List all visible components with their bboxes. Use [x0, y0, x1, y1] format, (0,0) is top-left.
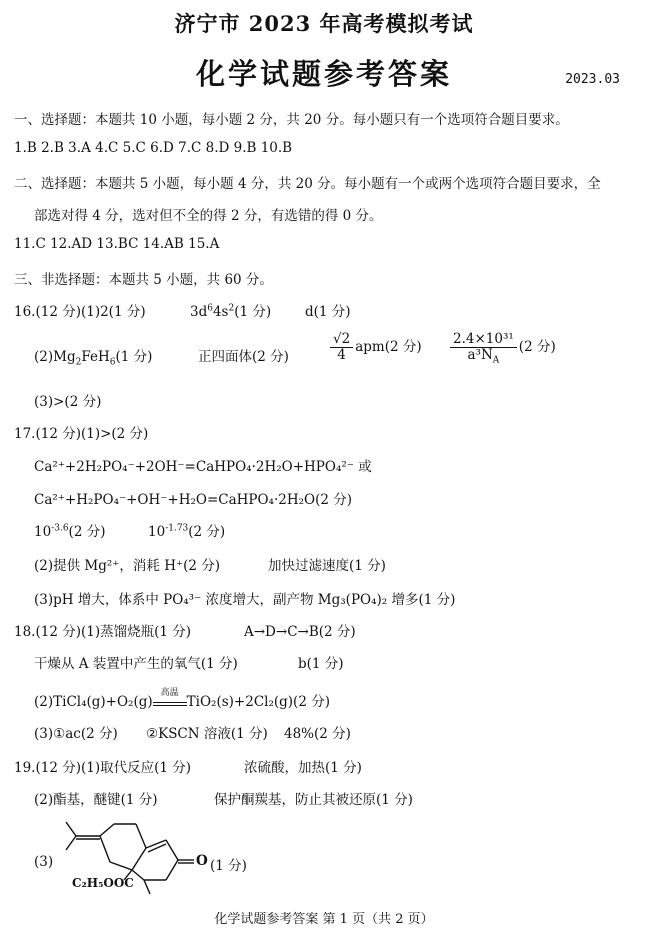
q17-part1: 17.(12 分)(1)>(2 分)	[14, 426, 149, 442]
q18-order: A→D→C→B(2 分)	[244, 624, 356, 640]
q17-equation2: Ca²⁺+H₂PO₄⁻+OH⁻+H₂O=CaHPO₄·2H₂O(2 分)	[34, 492, 353, 508]
section2-heading-line1: 二、选择题：本题共 5 小题，每小题 4 分，共 20 分。每小题有一个或两个选项符合题目要求，全	[14, 176, 601, 192]
q17-part3: (3)pH 增大，体系中 PO₄³⁻ 浓度增大，副产物 Mg₃(PO₄)₂ 增多(1 分)	[34, 592, 456, 608]
section2-heading-line2: 部选对得 4 分，选对但不全的得 2 分，有选错的得 0 分。	[34, 208, 383, 224]
q18-equation: (2)TiCl₄(g)+O₂(g) 高温 TiO₂(s)+2Cl₂(g)(2 分)	[34, 688, 330, 710]
q16-block: d(1 分)	[305, 304, 351, 320]
q17-ksp1: $10^{-3.6}(2$ 分)	[34, 523, 106, 540]
section1-answers: 1.B 2.B 3.A 4.C 5.C 6.D 7.C 8.D 9.B 10.B	[14, 140, 293, 156]
q19-conditions: 浓硫酸，加热(1 分)	[244, 760, 362, 776]
q19-part2: (2)酯基，醚键(1 分)	[34, 792, 158, 808]
q17-ksp2: $10^{-1.73}(2$ 分)	[148, 523, 226, 540]
q18-part3-a: (3)①ac(2 分)	[34, 726, 118, 742]
answer-key-title: 化学试题参考答案	[195, 57, 452, 91]
q18-part1: 18.(12 分)(1)蒸馏烧瓶(1 分)	[14, 624, 192, 640]
page-footer: 化学试题参考答案 第 1 页（共 2 页）	[214, 912, 434, 927]
section3-heading: 三、非选择题：本题共 5 小题，共 60 分。	[14, 272, 273, 288]
q18-drying: 干燥从 A 装置中产生的氧气(1 分)	[34, 656, 238, 672]
reaction-condition: 高温	[153, 696, 187, 706]
q16-geometry: 正四面体(2 分)	[198, 349, 289, 365]
q19-part1: 19.(12 分)(1)取代反应(1 分)	[14, 760, 192, 776]
exam-title: 济宁市 2023 年高考模拟考试	[174, 11, 474, 36]
q17-part2: (2)提供 Mg²⁺，消耗 H⁺(2 分)	[34, 558, 221, 574]
q18-part3-c: 48%(2 分)	[284, 726, 351, 742]
q16-part3: (3)>(2 分)	[34, 394, 102, 410]
q16-formula: $(2)Mg_2FeH_6(1$ 分)	[34, 349, 153, 368]
q19-part3-label: (3)	[34, 854, 54, 870]
q16-electron-config: $3d^64s^2(1$ 分)	[190, 303, 272, 320]
q19-protect: 保护酮羰基，防止其被还原(1 分)	[214, 792, 413, 808]
q19-part3-score: (1 分)	[210, 858, 247, 874]
exam-date: 2023.03	[565, 72, 620, 87]
q16-distance: $\frac{√2}{4}$ apm(2 分)	[328, 332, 422, 363]
section1-heading: 一、选择题：本题共 10 小题，每小题 2 分，共 20 分。每小题只有一个选项符合题目要求。	[14, 112, 569, 128]
q18-valve: b(1 分)	[298, 656, 344, 672]
q18-part3-b: ②KSCN 溶液(1 分)	[146, 726, 268, 742]
q17-equation1: Ca²⁺+2H₂PO₄⁻+2OH⁻=CaHPO₄·2H₂O+HPO₄²⁻ 或	[34, 459, 372, 475]
q17-part2-filter: 加快过滤速度(1 分)	[268, 558, 386, 574]
q16-density: $\frac{\text{2.4×10³¹}}{a^3N_A}$ (2 分)	[448, 332, 556, 363]
carbonyl-oxygen: O	[196, 853, 208, 869]
ester-group-label: C₂H₅OOC	[72, 876, 134, 890]
q16-part1: 16.(12 分)(1)2(1 分)	[14, 304, 146, 320]
section2-answers: 11.C 12.AD 13.BC 14.AB 15.A	[14, 236, 220, 252]
